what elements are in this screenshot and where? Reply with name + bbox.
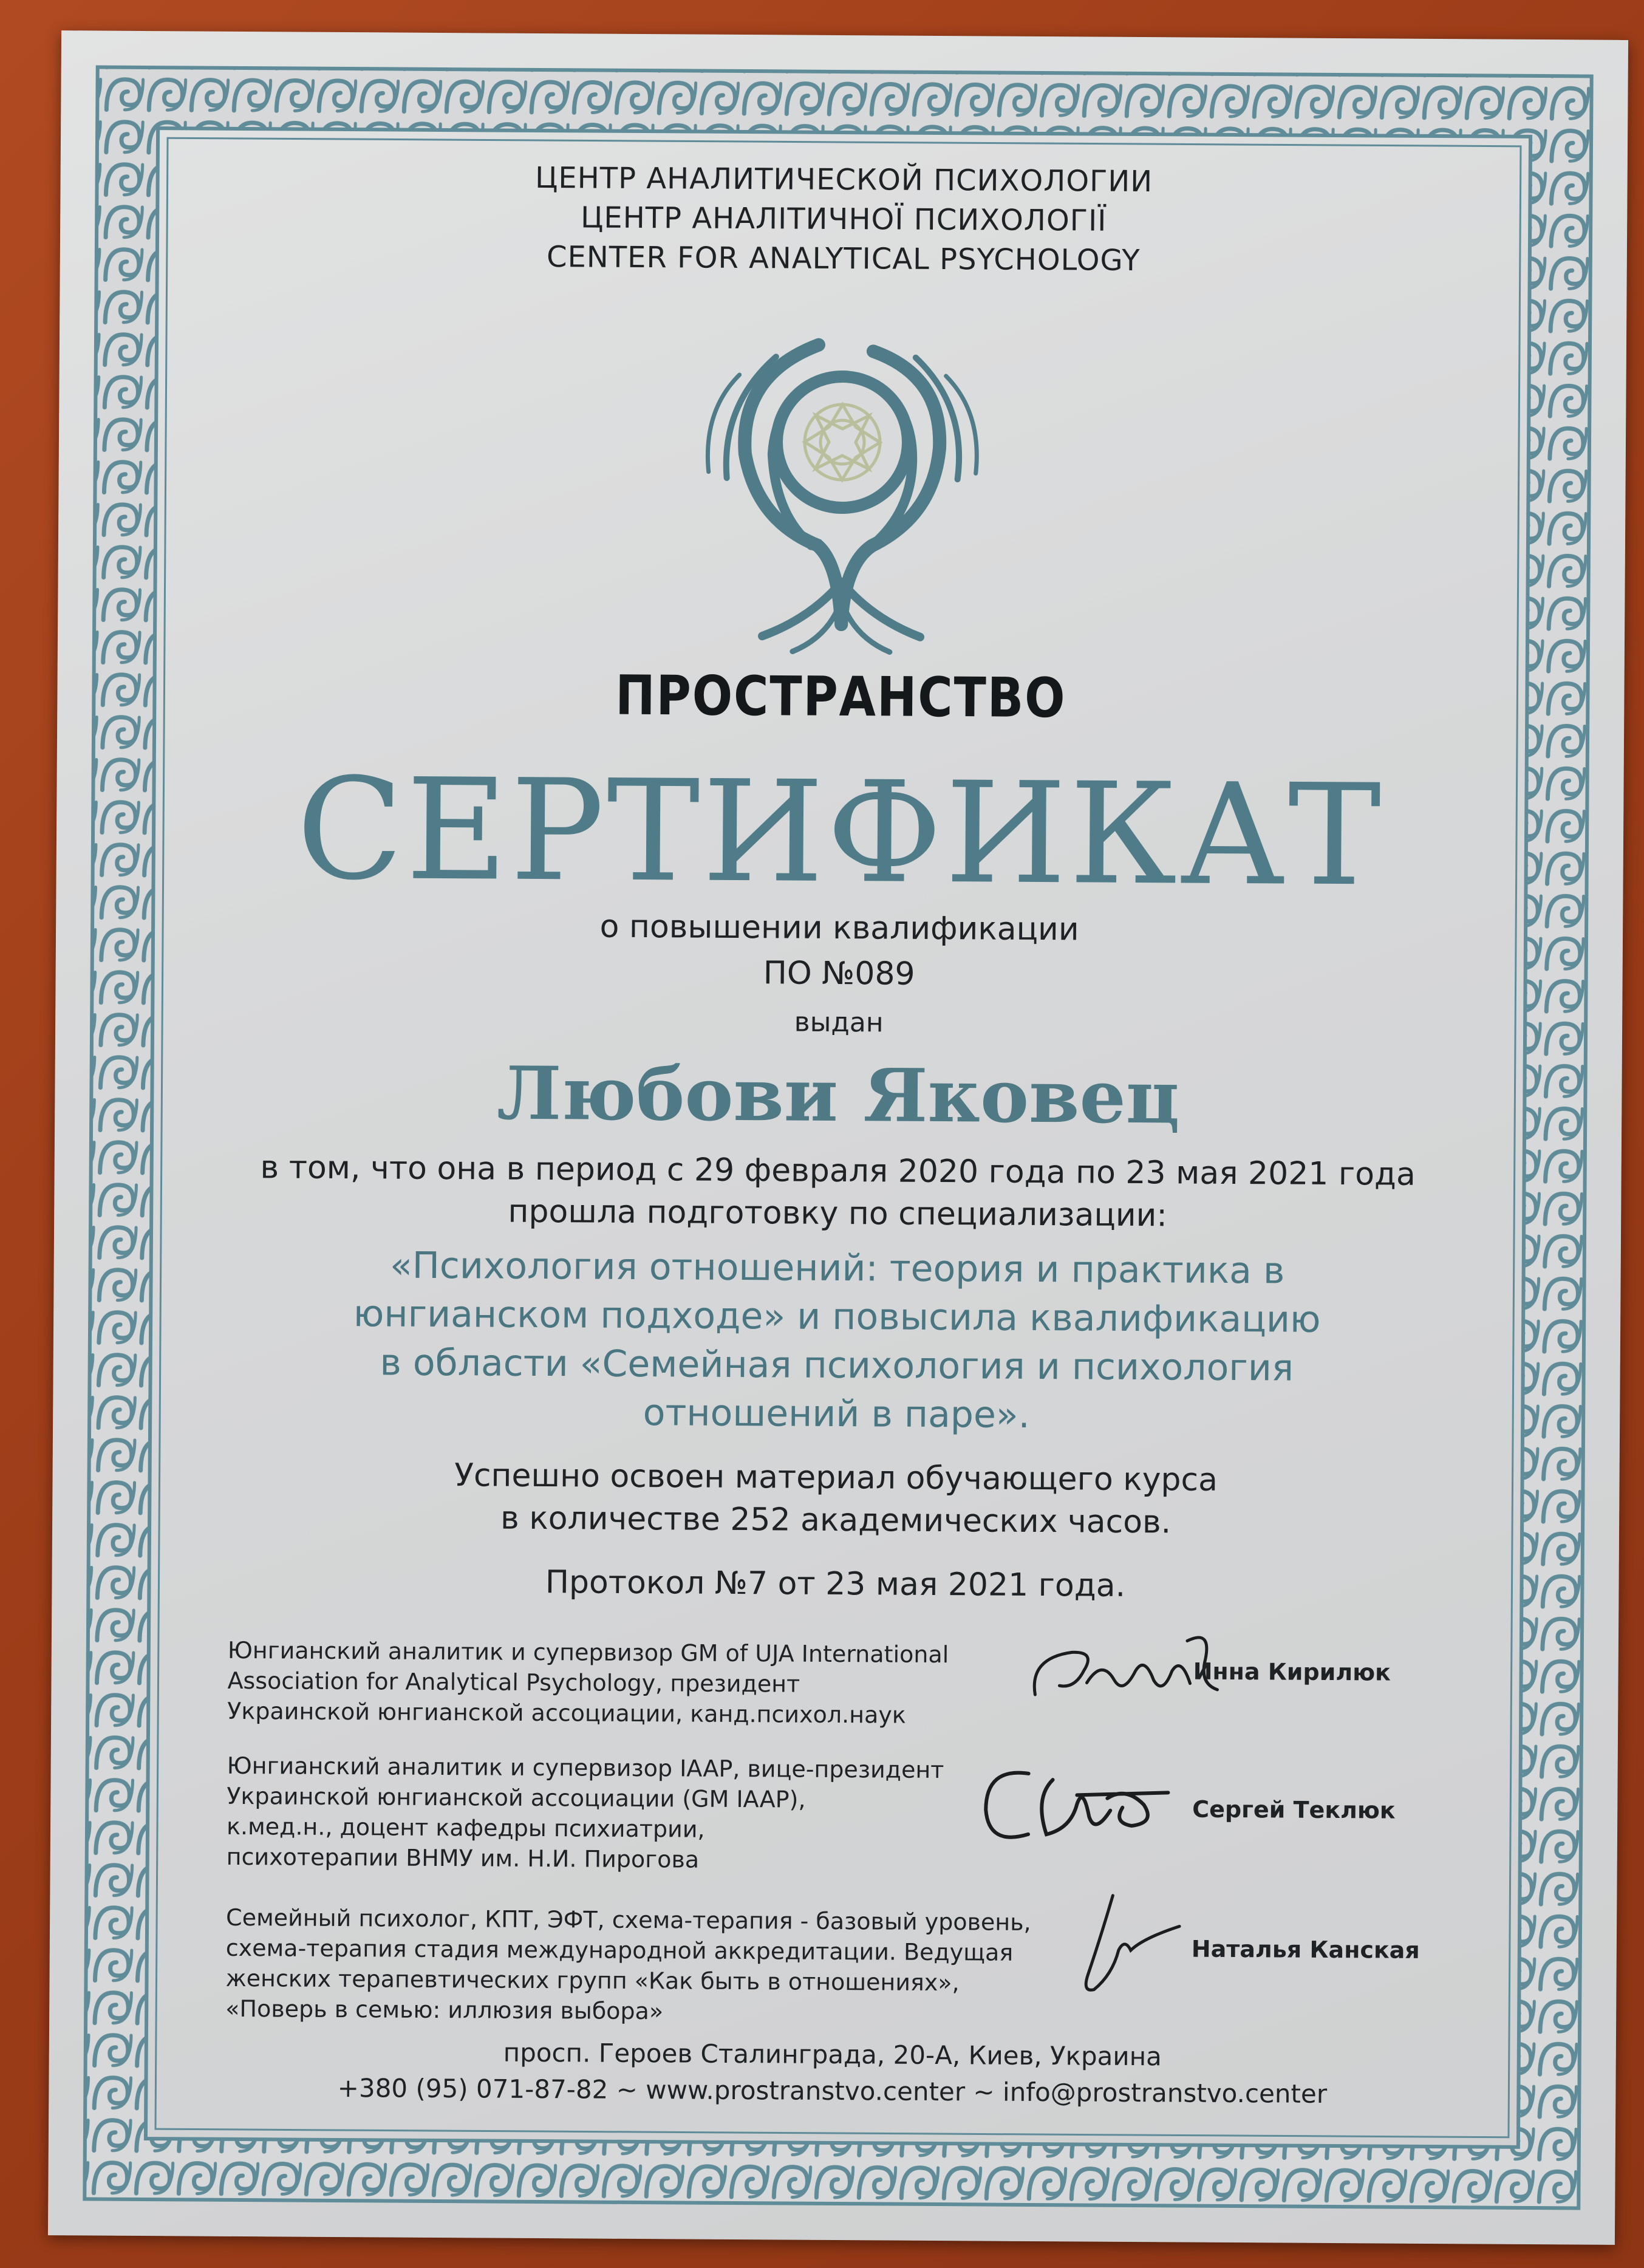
signatory-2-title-line: Украинской юнгианской ассоциации (GM IAAP), [227, 1782, 806, 1813]
signatory-1-name: Инна Кирилюк [1193, 1658, 1391, 1686]
tree-mandala-logo-icon [689, 319, 995, 661]
specialization-line-1: «Психология отношений: теория и практика в [389, 1244, 1285, 1293]
signatory-2-name: Сергей Теклюк [1192, 1795, 1396, 1824]
signatory-1-title-line: Украинской юнгианской ассоциации, канд.психол.наук [227, 1697, 906, 1729]
footer-contacts: +380 (95) 071-87-82 ~ www.prostranstvo.center ~ info@prostranstvo.center [337, 2072, 1328, 2109]
certificate-content [48, 30, 1628, 2245]
signatory-1-title-line: Association for Analytical Psychology, президент [227, 1667, 800, 1698]
signatory-1-title [227, 1635, 949, 1730]
period-line-1: в том, что она в период с 29 февраля 2020 года по 23 мая 2021 года [260, 1149, 1416, 1193]
certificate-number: ПО №089 [763, 955, 915, 992]
signature-2-image [961, 1749, 1193, 1859]
period-line-2: прошла подготовку по специализации: [508, 1193, 1168, 1234]
signatory-2-title-line: к.мед.н., доцент кафедры психиатрии, [226, 1812, 705, 1843]
signatory-3-title [225, 1902, 1031, 2029]
signatory-1-title-line: Юнгианский аналитик и супервизор GM of UJA International [227, 1636, 949, 1669]
org-name-ru: ЦЕНТР АНАЛИТИЧЕСКОЙ ПСИХОЛОГИИ [534, 160, 1153, 199]
course-line-2: в количестве 252 академических часов. [500, 1500, 1172, 1541]
org-name-ua: ЦЕНТР АНАЛІТИЧНОЇ ПСИХОЛОГІЇ [580, 200, 1107, 238]
org-name-en: CENTER FOR ANALYTICAL PSYCHOLOGY [546, 240, 1141, 278]
signatory-3-name: Наталья Канская [1191, 1935, 1420, 1964]
signatory-2-title-line: психотерапии ВНМУ им. Н.И. Пирогова [226, 1843, 700, 1873]
signatory-2-title [227, 1751, 944, 1876]
signatory-2-title-line: Юнгианский аналитик и супервизор IAAP, вице-президент [227, 1752, 944, 1784]
certificate-title: СЕРТИФИКАТ [296, 748, 1384, 918]
footer-address: просп. Героев Сталинграда, 20-А, Киев, Украина [503, 2037, 1162, 2072]
signatory-3-title-line: Семейный психолог, КПТ, ЭФТ, схема-терапия - базовый уровень, [226, 1904, 1031, 1936]
course-line-1: Успешно освоен материал обучающего курса [454, 1457, 1218, 1498]
signatory-3-title-line: «Поверь в семью: иллюзия выбора» [225, 1995, 664, 2025]
certificate-paper [48, 30, 1628, 2245]
certificate-subtitle: о повышении квалификации [599, 908, 1079, 948]
specialization-line-3: в области «Семейная психология и психология [380, 1341, 1294, 1390]
signatory-3-title-line: схема-терапия стадия международной аккредитации. Ведущая [225, 1934, 1014, 1966]
recipient-name: Любови Яковец [496, 1050, 1180, 1141]
issued-label: выдан [794, 1006, 884, 1039]
specialization-line-4: отношений в паре». [643, 1392, 1030, 1436]
protocol-line: Протокол №7 от 23 мая 2021 года. [545, 1564, 1126, 1604]
specialization-line-2: юнгианском подходе» и повысила квалификацию [353, 1293, 1321, 1341]
brand-wordmark: ПРОСТРАНСТВО [615, 664, 1066, 731]
signatory-3-title-line: женских терапевтических групп «Как быть в отношениях», [225, 1964, 960, 1996]
